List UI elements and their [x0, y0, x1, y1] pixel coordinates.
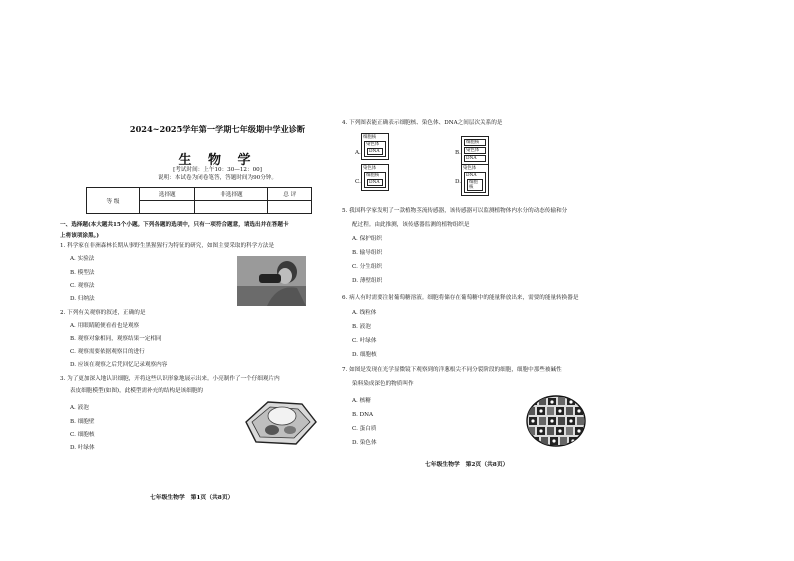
- q3-text-cont: 表皮细胞模型(如图)，此模型需补充的结构是该细胞的: [70, 388, 204, 394]
- q4-diagram-a: [361, 133, 389, 160]
- grade-cell-choice[interactable]: [140, 201, 195, 214]
- q6-option-c[interactable]: C. 叶绿体: [352, 338, 377, 344]
- q4-text: 4. 下列图表能正确表示细胞核、染色体、DNA之间层次关系的是: [342, 120, 503, 126]
- q4-d-level-2: DNA: [466, 173, 477, 178]
- q4-c-level-3: DNA: [367, 179, 383, 186]
- q4-a-level-3: DNA: [367, 148, 383, 155]
- section-heading: 一、选择题(本大题共15个小题。下列各题的选项中，只有一项符合题意，请选出并在答题卡: [60, 222, 289, 228]
- q4-option-c[interactable]: C.: [355, 179, 361, 185]
- q4-diagram-b: [461, 136, 489, 165]
- q3-option-d[interactable]: D. 叶绿体: [70, 445, 95, 451]
- q7-option-c[interactable]: C. 蛋白质: [352, 426, 377, 432]
- q5-text-cont: 配过程。由此推测，该传感器监测的植物组织是: [352, 222, 470, 228]
- exam-time: [考试时间：上午10：30—12：00]: [173, 167, 262, 173]
- q2-option-d[interactable]: D. 应该在观察之后凭回忆记录观察内容: [70, 362, 168, 368]
- grade-table: [86, 187, 312, 214]
- q3-option-b[interactable]: B. 细胞壁: [70, 419, 95, 425]
- q1-text: 1. 科学家在非洲森林长期从事野生黑猩猩行为特征的研究，如图主要采取的科学方法是: [60, 243, 275, 249]
- exam-note: 说明：本试卷为闭卷笔答，答题时间为90分钟。: [158, 175, 277, 181]
- grade-col-choice: 选择题: [140, 188, 195, 201]
- q4-option-d[interactable]: D.: [455, 179, 462, 185]
- exam-title: 2024~2025学年第一学期七年级期中学业诊断: [129, 124, 306, 134]
- q2-text: 2. 下列有关观察的叙述，正确的是: [60, 310, 146, 316]
- grade-row-label: 等 级: [87, 188, 140, 214]
- q4-d-level-1: 染色体: [463, 166, 477, 171]
- grade-col-nonchoice: 非选择题: [195, 188, 268, 201]
- q6-option-b[interactable]: B. 液泡: [352, 324, 371, 330]
- q4-b-level-1: 细胞核: [464, 139, 486, 146]
- q2-option-b[interactable]: B. 观察对象相同，观察结果一定相同: [70, 336, 162, 342]
- grade-col-total: 总 评: [268, 188, 312, 201]
- q7-option-b[interactable]: B. DNA: [352, 412, 374, 418]
- q4-diagram-d: [461, 164, 489, 196]
- q7-option-a[interactable]: A. 核糖: [352, 398, 371, 404]
- q1-option-a[interactable]: A. 实验法: [70, 256, 95, 262]
- q3-text: 3. 为了更加深入地认识细胞，开将这些认识形象地展示出来。小亮制作了一个仔细观片内: [60, 376, 280, 382]
- q5-option-c[interactable]: C. 分生组织: [352, 264, 383, 270]
- q5-option-a[interactable]: A. 保护组织: [352, 236, 382, 242]
- q1-option-b[interactable]: B. 模型法: [70, 270, 95, 276]
- footer-page-1: 七年级生物学 第1页（共8页）: [150, 495, 234, 501]
- q6-option-a[interactable]: A. 线粒体: [352, 310, 377, 316]
- q3-option-c[interactable]: C. 细胞核: [70, 432, 95, 438]
- root-tip-micrograph: [525, 394, 587, 448]
- page-2: [342, 0, 794, 561]
- q1-option-c[interactable]: C. 观察法: [70, 283, 95, 289]
- q5-option-d[interactable]: D. 薄壁组织: [352, 278, 383, 284]
- cell-model-image: [238, 392, 320, 448]
- q4-option-b[interactable]: B.: [455, 150, 461, 156]
- q2-option-c[interactable]: C. 观察需要依据观察目的进行: [70, 349, 145, 355]
- q4-a-level-1: 细胞核: [363, 135, 377, 140]
- grade-cell-total[interactable]: [268, 201, 312, 214]
- q2-option-a[interactable]: A. 用眼睛随便看看也是观察: [70, 323, 140, 329]
- q7-option-d[interactable]: D. 染色体: [352, 440, 377, 446]
- q4-a-level-2: 染色体: [366, 142, 380, 147]
- q4-c-level-2: 细胞核: [366, 173, 380, 178]
- q5-option-b[interactable]: B. 输导组织: [352, 250, 383, 256]
- q4-b-level-2: 染色体: [464, 147, 486, 154]
- q5-text: 5. 我国科学家发明了一款植物茎流传感器，该传感器可以监测植物体内水分的动态传输和分: [342, 208, 568, 214]
- q7-text: 7. 如图是发现在光学显微镜下观察到的洋葱根尖不同分裂阶段的细胞，细胞中那些被碱性: [342, 367, 562, 373]
- q1-option-d[interactable]: D. 归纳法: [70, 296, 95, 302]
- q4-b-level-3: DNA: [464, 155, 486, 162]
- section-heading-cont: 上将该项涂黑。): [60, 233, 100, 239]
- q6-option-d[interactable]: D. 细胞核: [352, 352, 377, 358]
- q7-text-cont: 染料染成深色的物质叫作: [352, 381, 414, 387]
- subject-title: 生 物 学: [178, 153, 257, 168]
- scientist-photo: [237, 256, 306, 306]
- q4-d-level-3: 细胞核: [467, 179, 483, 191]
- q3-option-a[interactable]: A. 液泡: [70, 405, 89, 411]
- q6-text: 6. 病人有时需要注射葡萄糖溶液。细胞将储存在葡萄糖中的能量释放出来，需要的能量转换器是: [342, 295, 579, 301]
- q4-c-level-1: 染色体: [363, 166, 377, 171]
- q4-diagram-c: [361, 164, 389, 191]
- grade-cell-nonchoice[interactable]: [195, 201, 268, 214]
- q4-option-a[interactable]: A.: [355, 150, 361, 156]
- footer-page-2: 七年级生物学 第2页（共8页）: [425, 462, 509, 468]
